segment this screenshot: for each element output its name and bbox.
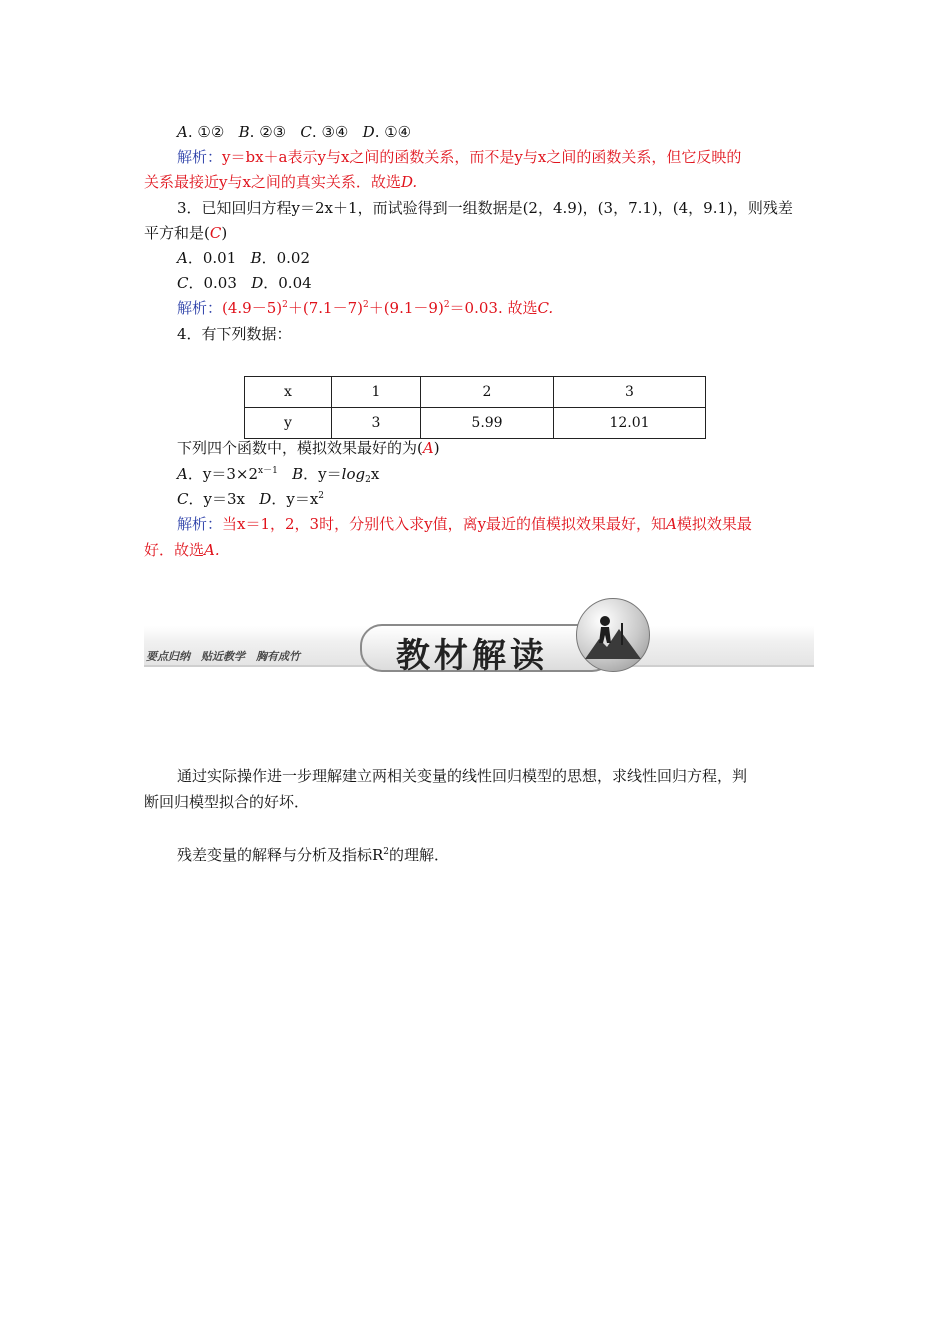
q2-options: A. ①② B. ②③ C. ③④ D. ①④ bbox=[177, 123, 412, 141]
q2-analysis-line2: 关系最接近y与x之间的真实关系．故选D. bbox=[144, 173, 418, 191]
reading-para2: 残差变量的解释与分析及指标$R^2$的理解． bbox=[177, 846, 450, 864]
table-row: y 3 5.99 12.01 bbox=[245, 408, 706, 439]
analysis-label: 解析： bbox=[177, 148, 223, 166]
section-banner bbox=[144, 598, 814, 678]
q4-stem: 4．有下列数据： bbox=[177, 325, 292, 343]
analysis-label: 解析： bbox=[177, 299, 223, 317]
q4-prompt: 下列四个函数中，模拟效果最好的为(A) bbox=[177, 439, 440, 457]
table-row: x 1 2 3 bbox=[245, 377, 706, 408]
analysis-label: 解析： bbox=[177, 515, 223, 533]
q3-options-row1: A．0.01 B．0.02 bbox=[177, 249, 311, 267]
q3-answer: C bbox=[209, 224, 222, 242]
q4-data-table bbox=[244, 376, 706, 439]
reading-para1-line2: 断回归模型拟合的好坏． bbox=[144, 793, 310, 811]
q4-answer: A bbox=[422, 439, 434, 457]
reading-para1-line1: 通过实际操作进一步理解建立两相关变量的线性回归模型的思想，求线性回归方程，判 bbox=[177, 767, 748, 785]
q3-stem-line1: 3．已知回归方程y＝2x＋1，而试验得到一组数据是(2，4.9)，(3，7.1)，(4，9.1)，则残差 bbox=[177, 199, 793, 217]
q2-analysis-line1: 解析：y＝bx＋a表示y与x之间的函数关系，而不是y与x之间的函数关系，但它反映的 bbox=[177, 148, 742, 166]
q3-analysis: 解析：$(4.9-5)^2+(7.1-7)^2+(9.1-9)^2=0.03$. 故选C. bbox=[177, 299, 554, 317]
q3-options-row2: C．0.03 D．0.04 bbox=[177, 274, 312, 292]
q4-analysis-line2: 好．故选A. bbox=[144, 541, 220, 559]
banner-title: 教材解读 bbox=[396, 636, 548, 676]
climber-emblem-icon bbox=[576, 598, 650, 672]
q4-options-row2: C．y＝3x D．$y=x^2$ bbox=[177, 490, 325, 508]
q4-options-row1: A．$y=3\times 2^{x-1}$ B．$y=\log_2x$ bbox=[177, 465, 380, 485]
banner-slogan: 要点归纳 贴近教学 胸有成竹 bbox=[146, 650, 300, 663]
q3-stem-line2: 平方和是(C) bbox=[144, 224, 228, 242]
q4-analysis-line1: 解析：当x＝1，2，3时，分别代入求y值，离y最近的值模拟效果最好，知A模拟效果最 bbox=[177, 515, 752, 533]
